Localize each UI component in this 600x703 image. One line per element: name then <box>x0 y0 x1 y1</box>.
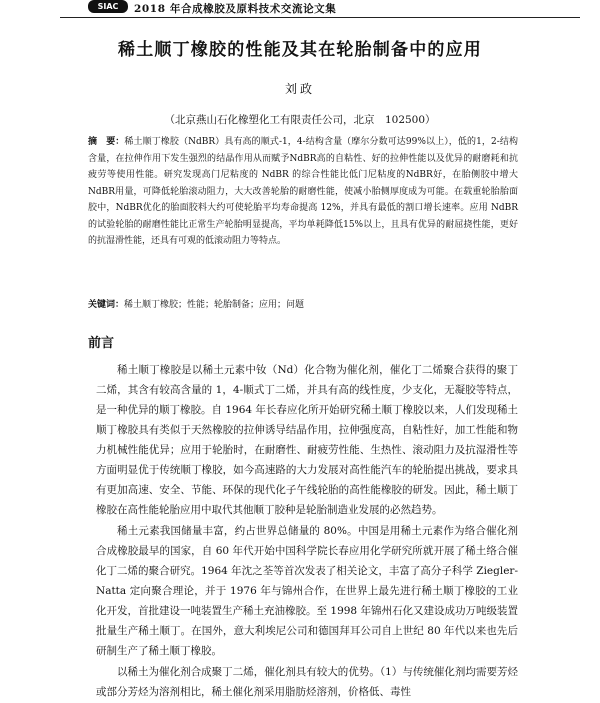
paragraph: 稀土元素我国储量丰富，约占世界总储量的 80%。中国是用稀土元素作为络合催化剂合成橡胶最早的国家，自 60 年代开始中国科学院长春应用化学研究所就开展了稀土络合催化丁二烯的聚合研究。1964 年沈之荃等首次发表了相关论文，丰富了高分子科学 Ziegler-Natta 定向聚合理论，并于 1976 年与锦州合作，在世界上最先进行稀土顺丁橡胶的工业化开发，首批建设一吨装置生产稀土充油橡胶。至 1998 年锦州石化又建设成功万吨级装置批量生产稀土顺丁。在国外，意大利埃尼公司和德国拜耳公司自上世纪 80 年代以来也先后研制生产了稀土顺丁橡胶。 <box>96 525 518 657</box>
conference-title: 2018 年合成橡胶及原料技术交流论文集 <box>134 3 337 15</box>
section-heading: 前言 <box>88 336 115 351</box>
paragraph: 以稀土为催化剂合成聚丁二烯，催化剂具有较大的优势。（1）与传统催化剂均需要芳烃或部分芳烃为溶剂相比，稀土催化剂采用脂肪烃溶剂，价格低、毒性 <box>96 666 518 698</box>
paragraph: 稀土顺丁橡胶是以稀土元素中钕（Nd）化合物为催化剂，催化丁二烯聚合获得的聚丁二烯，其含有较高含量的 1，4-顺式丁二烯，并具有高的线性度，少支化，无凝胶等特点，是一种优异的顺丁橡胶。自 1964 年长春应化所开始研究稀土顺丁橡胶以来，人们发现稀土顺丁橡胶具有类似于天然橡胶的拉伸诱导结晶作用，拉伸强度高，自粘性好，加工性能和物力机械性能优异；应用于轮胎时，在耐磨性、耐疲劳性能、生热性、滚动阻力及抗湿滑性等方面明显优于传统顺丁橡胶，如今高速路的大力发展对高性能汽车的轮胎提出挑战，要求具有更加高速、安全、节能、环保的现代化子午线轮胎的高性能橡胶的研发。因此，稀土顺丁橡胶在高性能轮胎应用中取代其他顺丁胶种是轮胎制造业发展的必然趋势。 <box>96 364 518 516</box>
abstract-label: 摘 要： <box>88 137 125 147</box>
keywords-text: 稀土顺丁橡胶；性能；轮胎制备；应用；问题 <box>124 300 305 310</box>
keywords <box>88 298 518 312</box>
author: 刘政 <box>284 82 315 96</box>
abstract <box>88 134 518 250</box>
keywords-label: 关键词： <box>88 300 125 310</box>
conference-logo: SIAC <box>88 0 128 13</box>
abstract-text: 稀土顺丁橡胶（NdBR）具有高的顺式-1，4-结构含量（摩尔分数可达99%以上），低的1，2-结构含量，在拉伸作用下发生强烈的结晶作用从而赋予NdBR高的自粘性、好的拉伸性能以及优异的耐磨耗和抗疲劳等使用性能。研究发现高门尼粘度的 NdBR 的综合性能比低门尼粘度的NdBR好，在胎侧胶中增大NdBR用量，可降低轮胎滚动阻力，大大改善轮胎的耐磨性能，使减小胎侧厚度成为可能。在载重轮胎胎面胶中，NdBR优化的胎面胶料大约可使轮胎平均寿命提高 12%，并具有最低的割口增长速率。应用 NdBR 的试验轮胎的耐磨性能比正常生产轮胎明显提高，平均单耗降低15%以上，且具有优异的耐屈挠性能，更好的抗湿滑性能，还具有可观的低滚动阻力等特点。 <box>88 137 518 246</box>
running-header <box>60 0 580 18</box>
body-text <box>96 360 518 703</box>
paper-title: 稀土顺丁橡胶的性能及其在轮胎制备中的应用 <box>118 40 482 60</box>
affiliation: （北京燕山石化橡塑化工有限责任公司，北京 102500） <box>164 114 436 126</box>
